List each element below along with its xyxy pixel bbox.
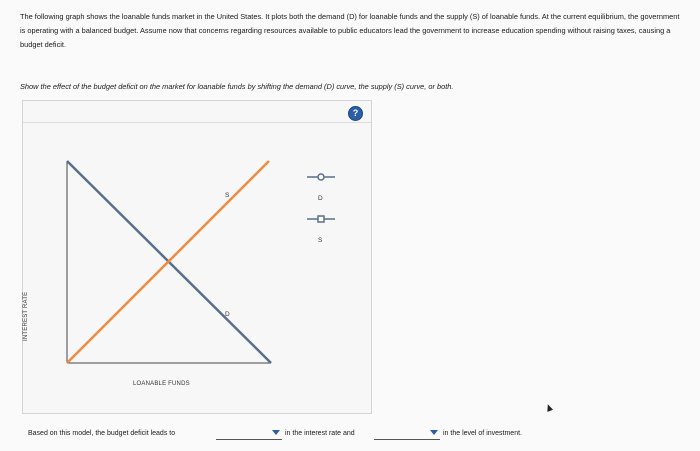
- supply-curve-label: S: [225, 192, 230, 199]
- interest-rate-dropdown[interactable]: [216, 428, 282, 440]
- demand-tool-label: D: [318, 195, 323, 202]
- graph-panel: [22, 100, 372, 414]
- chevron-down-icon: [430, 430, 438, 435]
- y-axis-label: INTEREST RATE: [23, 291, 29, 341]
- supply-tool[interactable]: [307, 216, 335, 244]
- demand-tool-handle: [318, 174, 324, 180]
- mouse-cursor-icon: [545, 403, 553, 412]
- demand-curve-label: D: [225, 311, 230, 318]
- instruction-text: Show the effect of the budget deficit on the market for loanable funds by shifting the demand (D) curve, the supply (S) curve, or both.: [20, 82, 454, 91]
- chevron-down-icon: [272, 430, 280, 435]
- help-icon[interactable]: ?: [348, 106, 363, 121]
- x-axis-label: LOANABLE FUNDS: [133, 381, 190, 387]
- supply-tool-label: S: [318, 237, 323, 244]
- question-suffix: in the level of investment.: [443, 430, 522, 437]
- investment-dropdown[interactable]: [374, 428, 440, 440]
- supply-tool-handle: [318, 216, 324, 222]
- intro-paragraph: The following graph shows the loanable funds market in the United States. It plots both the demand (D) for loanable funds and the supply (S) of loanable funds. At the current equilibrium, the government is operating with a balanced budget. Assume now that concerns regarding resources available to public educators lead the government to increase education spending without raising taxes, causing a budget deficit.: [20, 12, 680, 49]
- demand-tool[interactable]: [307, 174, 335, 202]
- loanable-funds-chart: [23, 101, 371, 413]
- question-prefix: Based on this model, the budget deficit leads to: [28, 430, 176, 437]
- question-middle: in the interest rate and: [285, 430, 355, 437]
